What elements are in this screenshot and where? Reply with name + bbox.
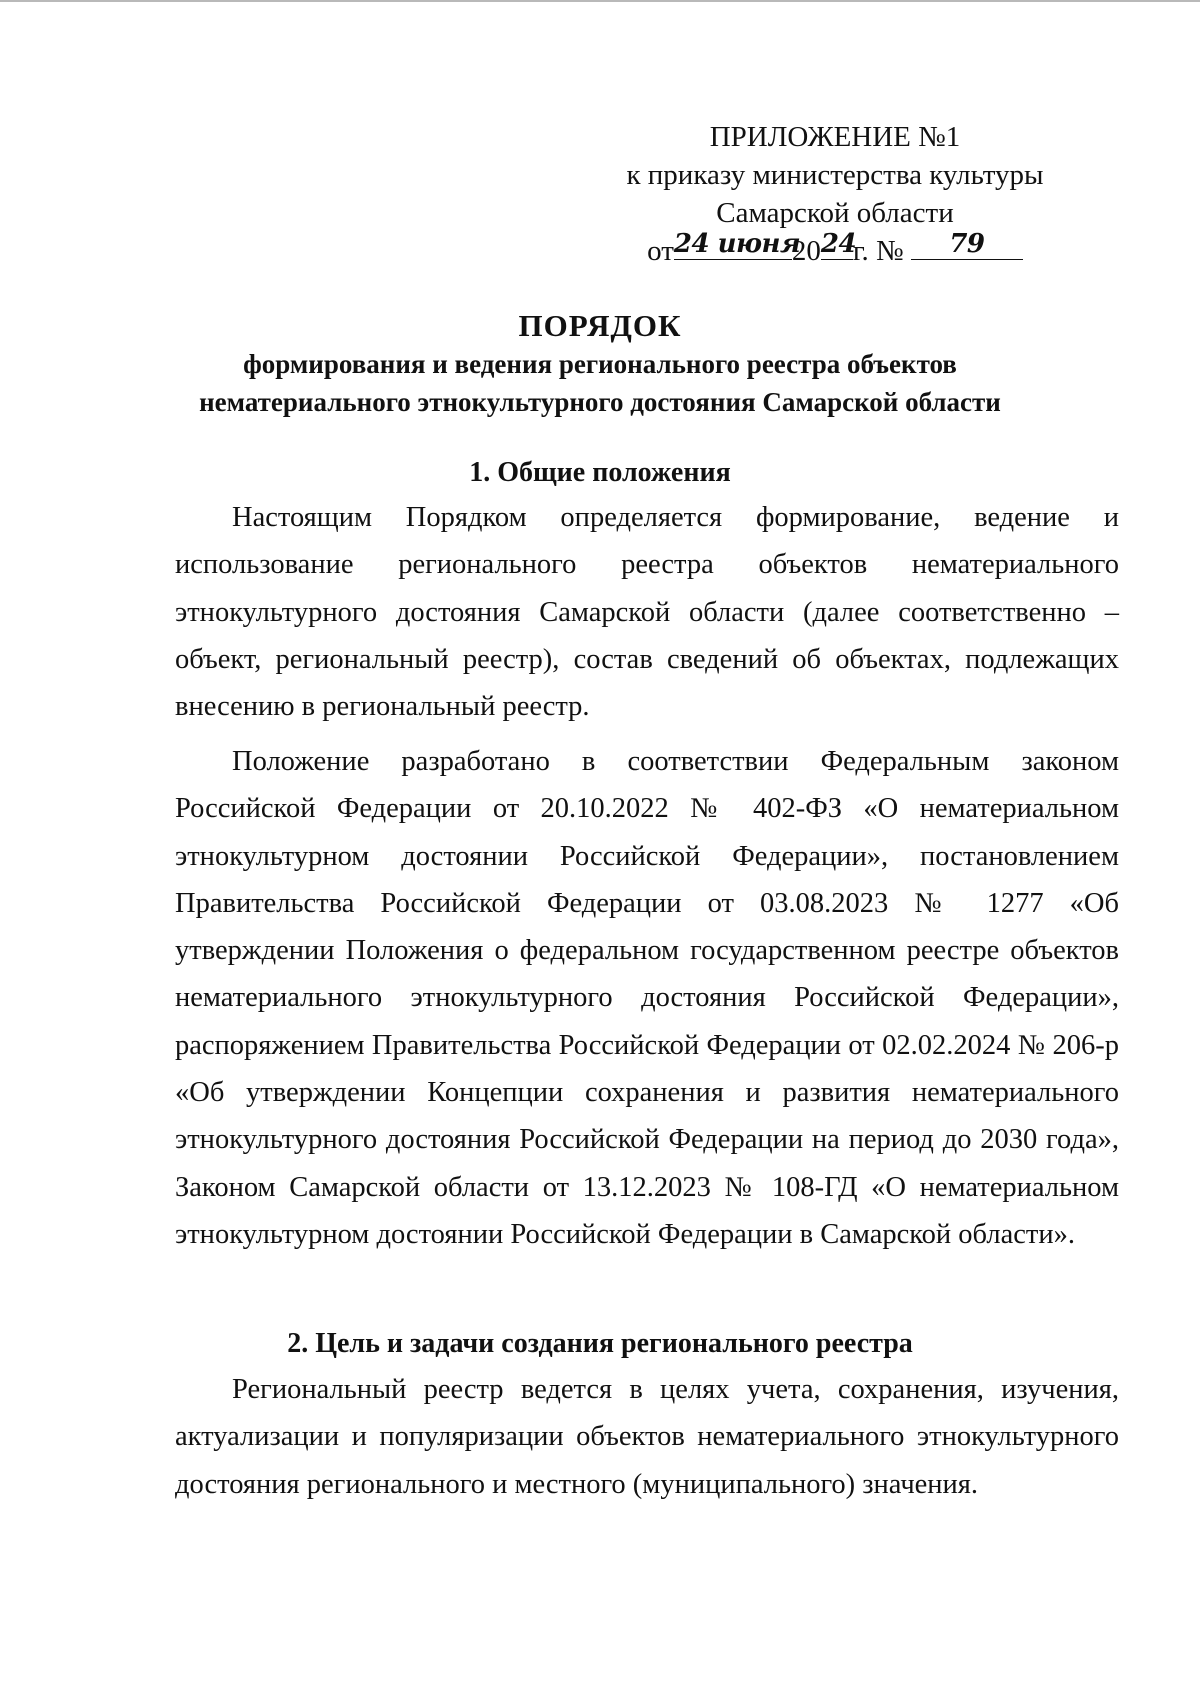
date-blank — [673, 229, 801, 260]
date-prefix: от — [647, 235, 674, 267]
top-border — [0, 0, 1200, 2]
number-blank — [911, 229, 1023, 260]
appendix-header — [600, 118, 1070, 270]
handwritten-date: 24 июня — [673, 229, 801, 259]
appendix-order-ref: к приказу министерства культуры — [626, 159, 1044, 191]
document-subtitle-line-1: формирования и ведения регионального реестра объектов — [243, 349, 957, 379]
handwritten-number: 79 — [949, 229, 985, 259]
year-blank — [820, 229, 857, 260]
appendix-region: Самарской области — [716, 197, 954, 229]
document-title-block — [160, 308, 1040, 420]
section-heading: 2. Цель и задачи создания регионального реестра — [287, 1328, 913, 1359]
year-suffix: г. № — [852, 235, 904, 267]
document-title: ПОРЯДОК — [518, 308, 682, 343]
document-subtitle-line-2: нематериального этнокультурного достояния Самарской области — [199, 387, 1001, 417]
handwritten-year: 24 — [820, 229, 857, 259]
paragraph: Положение разработано в соответствии Федеральным законом Российской Федерации от 20.10.2022 № 402-ФЗ «О нематериальном этнокультурном достоянии Российской Федерации», постановлением Правительства Российской Федерации от 03.08.2023 № 1277 «Об утверждении Положения о федеральном государственном реестре объектов нематериального этнокультурного достояния Российской Федерации», распоряжением Правительства Российской Федерации от 02.02.2024 № 206-р «Об утверждении Концепции сохранения и развития нематериального этнокультурного достояния Российской Федерации на период до 2030 года», Законом Самарской области от 13.12.2023 № 108-ГД «О нематериальном этнокультурном достоянии Российской Федерации в Самарской области». — [175, 746, 1119, 1250]
appendix-date-line — [600, 229, 1070, 270]
year-prefix: 20 — [791, 235, 821, 267]
paragraph: Настоящим Порядком определяется формирование, ведение и использование регионального реестра объектов нематериального этнокультурного достояния Самарской области (далее соответственно – объект, региональный реестр), состав сведений об объектах, подлежащих внесению в региональный реестр. — [175, 502, 1119, 723]
paragraph: Региональный реестр ведется в целях учета, сохранения, изучения, актуализации и популяризации объектов нематериального этнокультурного достояния регионального и местного (муниципального) значения. — [175, 1374, 1119, 1500]
section-heading: 1. Общие положения — [469, 457, 731, 488]
appendix-title: ПРИЛОЖЕНИЕ №1 — [709, 121, 961, 153]
